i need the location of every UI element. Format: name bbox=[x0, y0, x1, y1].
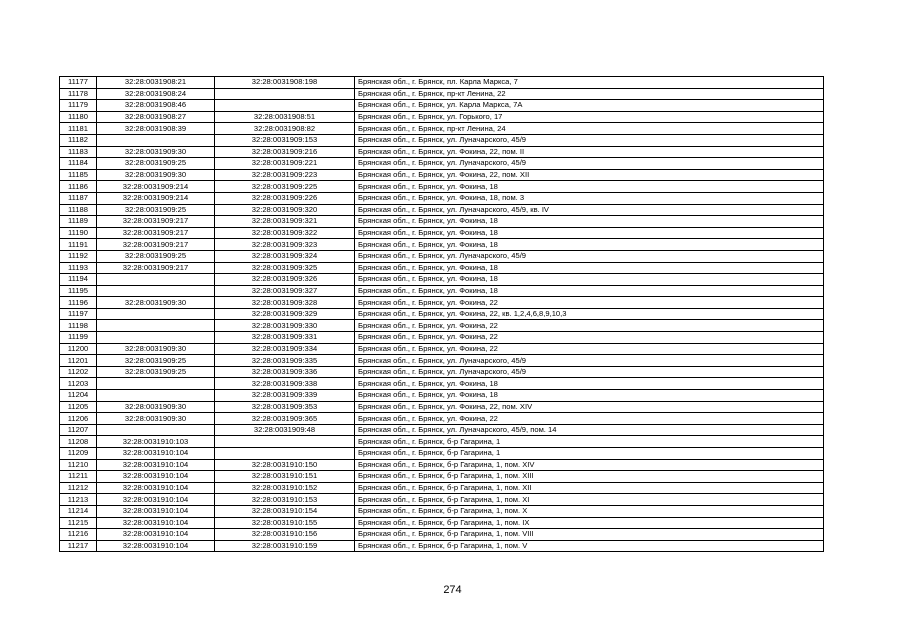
row-number-cell: 11193 bbox=[60, 262, 97, 274]
object-cadastral-number-cell: 32:28:0031909:320 bbox=[215, 204, 355, 216]
cadastral-number-cell bbox=[97, 134, 215, 146]
object-cadastral-number-cell: 32:28:0031909:365 bbox=[215, 413, 355, 425]
row-number-cell: 11186 bbox=[60, 181, 97, 193]
table-row bbox=[60, 216, 824, 228]
address-cell: Брянская обл., г. Брянск, ул. Фокина, 18 bbox=[355, 274, 824, 286]
address-cell: Брянская обл., г. Брянск, ул. Фокина, 18 bbox=[355, 285, 824, 297]
address-cell: Брянская обл., г. Брянск, б-р Гагарина, 1, пом. X bbox=[355, 505, 824, 517]
cadastral-number-cell: 32:28:0031908:21 bbox=[97, 77, 215, 89]
cadastral-number-cell: 32:28:0031910:104 bbox=[97, 517, 215, 529]
cadastral-number-cell: 32:28:0031909:30 bbox=[97, 146, 215, 158]
object-cadastral-number-cell bbox=[215, 88, 355, 100]
row-number-cell: 11205 bbox=[60, 401, 97, 413]
address-cell: Брянская обл., г. Брянск, ул. Фокина, 22 bbox=[355, 297, 824, 309]
row-number-cell: 11195 bbox=[60, 285, 97, 297]
object-cadastral-number-cell: 32:28:0031909:321 bbox=[215, 216, 355, 228]
cadastral-number-cell: 32:28:0031910:104 bbox=[97, 471, 215, 483]
address-cell: Брянская обл., г. Брянск, ул. Фокина, 18, пом. 3 bbox=[355, 192, 824, 204]
row-number-cell: 11215 bbox=[60, 517, 97, 529]
registry-table bbox=[59, 76, 824, 552]
row-number-cell: 11184 bbox=[60, 158, 97, 170]
object-cadastral-number-cell: 32:28:0031909:226 bbox=[215, 192, 355, 204]
address-cell: Брянская обл., г. Брянск, ул. Луначарского, 45/9, пом. 14 bbox=[355, 424, 824, 436]
address-cell: Брянская обл., г. Брянск, ул. Луначарского, 45/9 bbox=[355, 366, 824, 378]
page-number: 274 bbox=[443, 584, 462, 596]
row-number-cell: 11191 bbox=[60, 239, 97, 251]
table-row bbox=[60, 169, 824, 181]
object-cadastral-number-cell: 32:28:0031909:339 bbox=[215, 390, 355, 402]
address-cell: Брянская обл., г. Брянск, ул. Фокина, 18 bbox=[355, 227, 824, 239]
row-number-cell: 11177 bbox=[60, 77, 97, 89]
cadastral-number-cell: 32:28:0031909:30 bbox=[97, 343, 215, 355]
cadastral-number-cell: 32:28:0031910:103 bbox=[97, 436, 215, 448]
table-row bbox=[60, 239, 824, 251]
address-cell: Брянская обл., г. Брянск, ул. Фокина, 22 bbox=[355, 320, 824, 332]
table-row bbox=[60, 401, 824, 413]
table-row bbox=[60, 320, 824, 332]
object-cadastral-number-cell: 32:28:0031910:155 bbox=[215, 517, 355, 529]
object-cadastral-number-cell: 32:28:0031909:153 bbox=[215, 134, 355, 146]
object-cadastral-number-cell: 32:28:0031909:331 bbox=[215, 332, 355, 344]
cadastral-number-cell: 32:28:0031909:214 bbox=[97, 181, 215, 193]
address-cell: Брянская обл., г. Брянск, б-р Гагарина, 1 bbox=[355, 436, 824, 448]
row-number-cell: 11203 bbox=[60, 378, 97, 390]
row-number-cell: 11213 bbox=[60, 494, 97, 506]
address-cell: Брянская обл., г. Брянск, ул. Луначарского, 45/9 bbox=[355, 355, 824, 367]
table-row bbox=[60, 227, 824, 239]
cadastral-number-cell: 32:28:0031909:217 bbox=[97, 239, 215, 251]
cadastral-number-cell: 32:28:0031909:30 bbox=[97, 169, 215, 181]
object-cadastral-number-cell: 32:28:0031909:324 bbox=[215, 250, 355, 262]
row-number-cell: 11187 bbox=[60, 192, 97, 204]
address-cell: Брянская обл., г. Брянск, ул. Луначарского, 45/9, кв. IV bbox=[355, 204, 824, 216]
row-number-cell: 11182 bbox=[60, 134, 97, 146]
address-cell: Брянская обл., г. Брянск, б-р Гагарина, 1 bbox=[355, 448, 824, 460]
registry-table-body bbox=[60, 77, 824, 552]
row-number-cell: 11196 bbox=[60, 297, 97, 309]
address-cell: Брянская обл., г. Брянск, ул. Луначарского, 45/9 bbox=[355, 134, 824, 146]
row-number-cell: 11179 bbox=[60, 100, 97, 112]
table-row bbox=[60, 274, 824, 286]
object-cadastral-number-cell: 32:28:0031909:327 bbox=[215, 285, 355, 297]
address-cell: Брянская обл., г. Брянск, пр-кт Ленина, 24 bbox=[355, 123, 824, 135]
cadastral-number-cell bbox=[97, 320, 215, 332]
object-cadastral-number-cell: 32:28:0031909:48 bbox=[215, 424, 355, 436]
cadastral-number-cell bbox=[97, 332, 215, 344]
address-cell: Брянская обл., г. Брянск, ул. Фокина, 18 bbox=[355, 262, 824, 274]
object-cadastral-number-cell: 32:28:0031910:156 bbox=[215, 529, 355, 541]
row-number-cell: 11204 bbox=[60, 390, 97, 402]
table-row bbox=[60, 378, 824, 390]
cadastral-number-cell: 32:28:0031909:25 bbox=[97, 250, 215, 262]
table-row bbox=[60, 482, 824, 494]
row-number-cell: 11210 bbox=[60, 459, 97, 471]
row-number-cell: 11198 bbox=[60, 320, 97, 332]
object-cadastral-number-cell: 32:28:0031909:216 bbox=[215, 146, 355, 158]
cadastral-number-cell: 32:28:0031909:30 bbox=[97, 297, 215, 309]
object-cadastral-number-cell: 32:28:0031909:322 bbox=[215, 227, 355, 239]
cadastral-number-cell bbox=[97, 390, 215, 402]
cadastral-number-cell: 32:28:0031909:30 bbox=[97, 401, 215, 413]
table-row bbox=[60, 77, 824, 89]
object-cadastral-number-cell: 32:28:0031909:330 bbox=[215, 320, 355, 332]
object-cadastral-number-cell: 32:28:0031909:335 bbox=[215, 355, 355, 367]
address-cell: Брянская обл., г. Брянск, б-р Гагарина, 1, пом. XIV bbox=[355, 459, 824, 471]
address-cell: Брянская обл., г. Брянск, ул. Горького, 17 bbox=[355, 111, 824, 123]
address-cell: Брянская обл., г. Брянск, ул. Фокина, 22, пом. XIV bbox=[355, 401, 824, 413]
object-cadastral-number-cell: 32:28:0031908:51 bbox=[215, 111, 355, 123]
table-row bbox=[60, 134, 824, 146]
address-cell: Брянская обл., г. Брянск, ул. Фокина, 18 bbox=[355, 378, 824, 390]
row-number-cell: 11181 bbox=[60, 123, 97, 135]
table-row bbox=[60, 123, 824, 135]
cadastral-number-cell: 32:28:0031910:104 bbox=[97, 505, 215, 517]
address-cell: Брянская обл., г. Брянск, б-р Гагарина, 1, пом. IX bbox=[355, 517, 824, 529]
cadastral-number-cell: 32:28:0031909:30 bbox=[97, 413, 215, 425]
address-cell: Брянская обл., г. Брянск, б-р Гагарина, 1, пом. VIII bbox=[355, 529, 824, 541]
object-cadastral-number-cell: 32:28:0031909:221 bbox=[215, 158, 355, 170]
cadastral-number-cell: 32:28:0031908:39 bbox=[97, 123, 215, 135]
table-row bbox=[60, 158, 824, 170]
row-number-cell: 11180 bbox=[60, 111, 97, 123]
row-number-cell: 11185 bbox=[60, 169, 97, 181]
cadastral-number-cell bbox=[97, 285, 215, 297]
object-cadastral-number-cell: 32:28:0031908:198 bbox=[215, 77, 355, 89]
address-cell: Брянская обл., г. Брянск, пр-кт Ленина, 22 bbox=[355, 88, 824, 100]
row-number-cell: 11217 bbox=[60, 540, 97, 552]
table-row bbox=[60, 204, 824, 216]
row-number-cell: 11197 bbox=[60, 308, 97, 320]
object-cadastral-number-cell: 32:28:0031909:338 bbox=[215, 378, 355, 390]
cadastral-number-cell: 32:28:0031909:25 bbox=[97, 204, 215, 216]
row-number-cell: 11199 bbox=[60, 332, 97, 344]
object-cadastral-number-cell: 32:28:0031910:159 bbox=[215, 540, 355, 552]
address-cell: Брянская обл., г. Брянск, ул. Фокина, 22, кв. 1,2,4,6,8,9,10,3 bbox=[355, 308, 824, 320]
table-row bbox=[60, 390, 824, 402]
cadastral-number-cell: 32:28:0031908:24 bbox=[97, 88, 215, 100]
table-row bbox=[60, 424, 824, 436]
table-row bbox=[60, 88, 824, 100]
table-row bbox=[60, 459, 824, 471]
cadastral-number-cell: 32:28:0031909:217 bbox=[97, 262, 215, 274]
object-cadastral-number-cell bbox=[215, 436, 355, 448]
cadastral-number-cell: 32:28:0031910:104 bbox=[97, 459, 215, 471]
object-cadastral-number-cell: 32:28:0031910:151 bbox=[215, 471, 355, 483]
cadastral-number-cell: 32:28:0031909:214 bbox=[97, 192, 215, 204]
cadastral-number-cell bbox=[97, 274, 215, 286]
address-cell: Брянская обл., г. Брянск, ул. Фокина, 18 bbox=[355, 216, 824, 228]
table-row bbox=[60, 111, 824, 123]
table-row bbox=[60, 285, 824, 297]
table-row bbox=[60, 308, 824, 320]
row-number-cell: 11192 bbox=[60, 250, 97, 262]
table-row bbox=[60, 448, 824, 460]
table-row bbox=[60, 540, 824, 552]
address-cell: Брянская обл., г. Брянск, б-р Гагарина, 1, пом. XIII bbox=[355, 471, 824, 483]
table-row bbox=[60, 332, 824, 344]
address-cell: Брянская обл., г. Брянск, ул. Фокина, 22 bbox=[355, 343, 824, 355]
cadastral-number-cell: 32:28:0031909:25 bbox=[97, 355, 215, 367]
row-number-cell: 11188 bbox=[60, 204, 97, 216]
row-number-cell: 11206 bbox=[60, 413, 97, 425]
row-number-cell: 11208 bbox=[60, 436, 97, 448]
table-row bbox=[60, 517, 824, 529]
row-number-cell: 11209 bbox=[60, 448, 97, 460]
row-number-cell: 11207 bbox=[60, 424, 97, 436]
address-cell: Брянская обл., г. Брянск, ул. Фокина, 22, пом. XII bbox=[355, 169, 824, 181]
address-cell: Брянская обл., г. Брянск, б-р Гагарина, 1, пом. XI bbox=[355, 494, 824, 506]
cadastral-number-cell bbox=[97, 378, 215, 390]
address-cell: Брянская обл., г. Брянск, ул. Карла Маркса, 7А bbox=[355, 100, 824, 112]
table-row bbox=[60, 343, 824, 355]
object-cadastral-number-cell: 32:28:0031909:328 bbox=[215, 297, 355, 309]
table-row bbox=[60, 505, 824, 517]
table-row bbox=[60, 366, 824, 378]
cadastral-number-cell: 32:28:0031910:104 bbox=[97, 482, 215, 494]
row-number-cell: 11183 bbox=[60, 146, 97, 158]
cadastral-number-cell: 32:28:0031909:25 bbox=[97, 158, 215, 170]
table-row bbox=[60, 413, 824, 425]
row-number-cell: 11211 bbox=[60, 471, 97, 483]
row-number-cell: 11202 bbox=[60, 366, 97, 378]
address-cell: Брянская обл., г. Брянск, ул. Фокина, 18 bbox=[355, 181, 824, 193]
object-cadastral-number-cell: 32:28:0031908:82 bbox=[215, 123, 355, 135]
table-row bbox=[60, 529, 824, 541]
cadastral-number-cell bbox=[97, 424, 215, 436]
address-cell: Брянская обл., г. Брянск, ул. Фокина, 18 bbox=[355, 390, 824, 402]
cadastral-number-cell: 32:28:0031910:104 bbox=[97, 540, 215, 552]
table-row bbox=[60, 262, 824, 274]
address-cell: Брянская обл., г. Брянск, ул. Фокина, 22 bbox=[355, 413, 824, 425]
row-number-cell: 11178 bbox=[60, 88, 97, 100]
cadastral-number-cell bbox=[97, 308, 215, 320]
address-cell: Брянская обл., г. Брянск, ул. Луначарского, 45/9 bbox=[355, 250, 824, 262]
object-cadastral-number-cell: 32:28:0031910:154 bbox=[215, 505, 355, 517]
row-number-cell: 11194 bbox=[60, 274, 97, 286]
address-cell: Брянская обл., г. Брянск, ул. Фокина, 22 bbox=[355, 332, 824, 344]
object-cadastral-number-cell bbox=[215, 100, 355, 112]
table-row bbox=[60, 146, 824, 158]
address-cell: Брянская обл., г. Брянск, пл. Карла Маркса, 7 bbox=[355, 77, 824, 89]
row-number-cell: 11201 bbox=[60, 355, 97, 367]
table-row bbox=[60, 100, 824, 112]
table-row bbox=[60, 494, 824, 506]
object-cadastral-number-cell: 32:28:0031909:223 bbox=[215, 169, 355, 181]
cadastral-number-cell: 32:28:0031909:217 bbox=[97, 216, 215, 228]
object-cadastral-number-cell bbox=[215, 448, 355, 460]
object-cadastral-number-cell: 32:28:0031909:323 bbox=[215, 239, 355, 251]
object-cadastral-number-cell: 32:28:0031909:353 bbox=[215, 401, 355, 413]
table-row bbox=[60, 250, 824, 262]
address-cell: Брянская обл., г. Брянск, ул. Фокина, 18 bbox=[355, 239, 824, 251]
row-number-cell: 11190 bbox=[60, 227, 97, 239]
object-cadastral-number-cell: 32:28:0031910:153 bbox=[215, 494, 355, 506]
table-row bbox=[60, 297, 824, 309]
object-cadastral-number-cell: 32:28:0031909:334 bbox=[215, 343, 355, 355]
row-number-cell: 11200 bbox=[60, 343, 97, 355]
address-cell: Брянская обл., г. Брянск, б-р Гагарина, 1, пом. V bbox=[355, 540, 824, 552]
cadastral-number-cell: 32:28:0031909:217 bbox=[97, 227, 215, 239]
row-number-cell: 11214 bbox=[60, 505, 97, 517]
object-cadastral-number-cell: 32:28:0031909:225 bbox=[215, 181, 355, 193]
table-row bbox=[60, 181, 824, 193]
cadastral-number-cell: 32:28:0031910:104 bbox=[97, 494, 215, 506]
address-cell: Брянская обл., г. Брянск, ул. Луначарского, 45/9 bbox=[355, 158, 824, 170]
object-cadastral-number-cell: 32:28:0031910:150 bbox=[215, 459, 355, 471]
cadastral-number-cell: 32:28:0031909:25 bbox=[97, 366, 215, 378]
cadastral-number-cell: 32:28:0031910:104 bbox=[97, 529, 215, 541]
table-row bbox=[60, 192, 824, 204]
row-number-cell: 11216 bbox=[60, 529, 97, 541]
object-cadastral-number-cell: 32:28:0031909:329 bbox=[215, 308, 355, 320]
table-row bbox=[60, 355, 824, 367]
table-row bbox=[60, 471, 824, 483]
table-row bbox=[60, 436, 824, 448]
cadastral-number-cell: 32:28:0031910:104 bbox=[97, 448, 215, 460]
row-number-cell: 11189 bbox=[60, 216, 97, 228]
object-cadastral-number-cell: 32:28:0031909:325 bbox=[215, 262, 355, 274]
address-cell: Брянская обл., г. Брянск, ул. Фокина, 22, пом. II bbox=[355, 146, 824, 158]
cadastral-number-cell: 32:28:0031908:27 bbox=[97, 111, 215, 123]
object-cadastral-number-cell: 32:28:0031910:152 bbox=[215, 482, 355, 494]
cadastral-number-cell: 32:28:0031908:46 bbox=[97, 100, 215, 112]
object-cadastral-number-cell: 32:28:0031909:336 bbox=[215, 366, 355, 378]
object-cadastral-number-cell: 32:28:0031909:326 bbox=[215, 274, 355, 286]
row-number-cell: 11212 bbox=[60, 482, 97, 494]
address-cell: Брянская обл., г. Брянск, б-р Гагарина, 1, пом. XII bbox=[355, 482, 824, 494]
